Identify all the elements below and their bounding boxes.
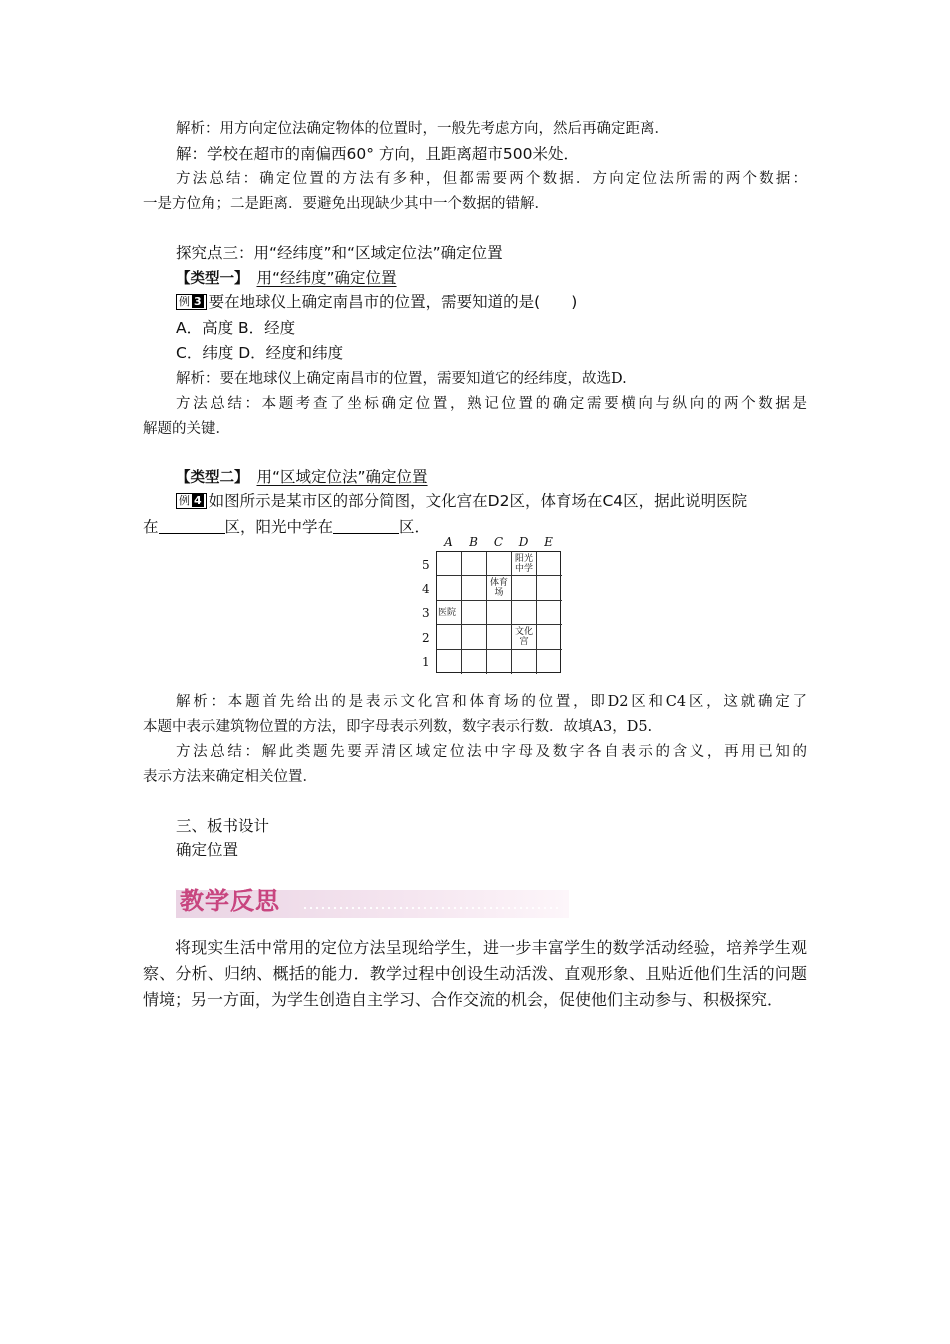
- grid-cell-e4: [537, 576, 562, 600]
- grid-cell-e1: [537, 650, 562, 674]
- example-3-question: [176, 292, 577, 312]
- row-label-4: 4: [422, 582, 430, 596]
- answer-blank-school: [333, 519, 399, 534]
- grid-cell-c5: [487, 552, 512, 576]
- summary-1-line2: 一是方位角；二是距离．要避免出现缺少其中一个数据的错解．: [143, 196, 549, 212]
- analysis-3-line1: 解析：本题首先给出的是表示文化宫和体育场的位置，即D2区和C4区，这就确定了: [176, 694, 807, 710]
- grid-cell-e3: [537, 601, 562, 625]
- analysis-1: 解析：用方向定位法确定物体的位置时，一般先考虑方向，然后再确定距离．: [176, 121, 669, 137]
- answer-blank-hospital: [159, 519, 225, 534]
- grid-cell-a2: [437, 625, 462, 649]
- type1-tag: 【类型一】: [176, 271, 249, 287]
- summary-2-line1: 方法总结：本题考查了坐标确定位置，熟记位置的确定需要横向与纵向的两个数据是: [176, 396, 807, 412]
- options-cd: C．纬度 D．经度和纬度: [176, 344, 344, 362]
- summary-3-line1: 方法总结：解此类题先要弄清区域定位法中字母及数字各自表示的含义，再用已知的: [176, 744, 807, 760]
- col-label-b: B: [469, 535, 478, 549]
- type1-title: 用“经纬度”确定位置: [256, 269, 397, 287]
- analysis-3-line2: 本题中表示建筑物位置的方法，即字母表示列数，数字表示行数．故填A3，D5.: [143, 719, 653, 735]
- grid-cell-d2: 文化 宫: [512, 625, 537, 649]
- grid-cell-e5: [537, 552, 562, 576]
- row-label-3: 3: [422, 606, 430, 620]
- grid-cell-a4: [437, 576, 462, 600]
- grid-cell-c4: 体育 场: [487, 576, 512, 600]
- example-3-text: 要在地球仪上确定南昌市的位置，需要知道的是( ): [208, 293, 578, 311]
- example-badge-4: 例 4: [176, 493, 207, 509]
- row-label-5: 5: [422, 558, 430, 572]
- grid-cell-a5: [437, 552, 462, 576]
- grid-cell-b5: [462, 552, 487, 576]
- type2-heading: [176, 467, 428, 488]
- grid-cell-b4: [462, 576, 487, 600]
- grid-cell-d4: [512, 576, 537, 600]
- type2-tag: 【类型二】: [176, 470, 249, 486]
- col-label-a: A: [444, 535, 453, 549]
- type1-heading: [176, 268, 397, 289]
- grid: [436, 551, 561, 673]
- grid-cell-d3: [512, 601, 537, 625]
- summary-1-line1: 方法总结：确定位置的方法有多种，但都需要两个数据．方向定位法所需的两个数据：: [176, 171, 807, 187]
- col-label-e: E: [544, 535, 553, 549]
- board-design-heading: 三、板书设计: [176, 817, 270, 835]
- board-design-sub: 确定位置: [176, 841, 239, 859]
- grid-column-labels: [436, 535, 561, 549]
- grid-cell-e2: [537, 625, 562, 649]
- banner-title: 教学反思: [180, 887, 280, 915]
- reflection-banner: [176, 884, 569, 918]
- grid-cell-a1: [437, 650, 462, 674]
- summary-2-line2: 解题的关键．: [143, 421, 230, 437]
- col-label-d: D: [518, 535, 529, 549]
- grid-cell-c3: [487, 601, 512, 625]
- banner-dots: [302, 906, 562, 910]
- options-ab: A．高度 B．经度: [176, 319, 296, 337]
- grid-cell-b3: [462, 601, 487, 625]
- solution-1: 解：学校在超市的南偏西60° 方向，且距离超市500米处．: [176, 145, 579, 163]
- col-label-c: C: [493, 535, 504, 549]
- explore-heading: 探究点三：用“经纬度”和“区域定位法”确定位置: [176, 244, 503, 262]
- type2-title: 用“区域定位法”确定位置: [256, 468, 428, 486]
- example-badge-3: 例 3: [176, 294, 207, 310]
- grid-cell-c1: [487, 650, 512, 674]
- grid-cell-d5: 阳光 中学: [512, 552, 537, 576]
- analysis-2: 解析：要在地球仪上确定南昌市的位置，需要知道它的经纬度，故选D.: [176, 371, 627, 387]
- grid-cell-d1: [512, 650, 537, 674]
- grid-cell-c2: [487, 625, 512, 649]
- row-label-1: 1: [422, 655, 430, 669]
- reflection-paragraph: 将现实生活中常用的定位方法呈现给学生，进一步丰富学生的数学活动经验，培养学生观察、分析、归纳、概括的能力．教学过程中创设生动活泼、直观形象、且贴近他们生活的问题情境；另一方面，为学生创造自主学习、合作交流的机会，促使他们主动参与、积极探究．: [143, 938, 807, 1009]
- example-4-text: 如图所示是某市区的部分简图，文化宫在D2区，体育场在C4区，据此说明医院: [208, 492, 748, 510]
- example-4-question-line2: 在 区，阳光中学在 区．: [143, 518, 431, 536]
- example-4-question-line1: [176, 491, 747, 511]
- grid-cell-b2: [462, 625, 487, 649]
- summary-3-line2: 表示方法来确定相关位置．: [143, 769, 317, 785]
- row-label-2: 2: [422, 631, 430, 645]
- grid-cell-a3: 医院: [437, 601, 462, 625]
- grid-cell-b1: [462, 650, 487, 674]
